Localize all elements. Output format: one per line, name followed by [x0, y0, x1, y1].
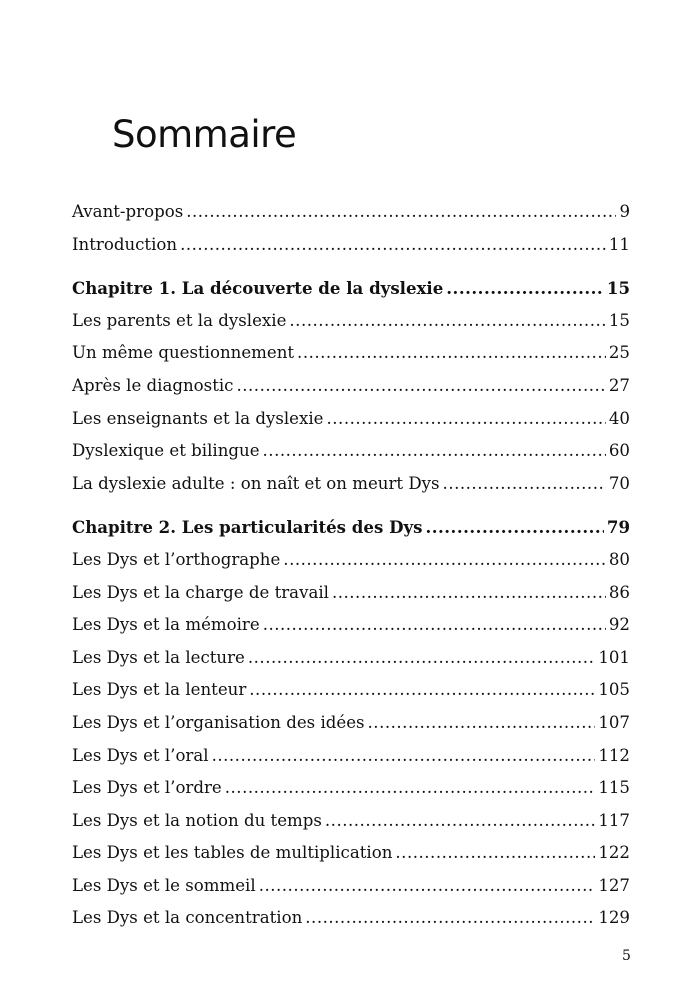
toc-entry: [72, 674, 630, 707]
toc-entry-label: Les Dys et la lecture: [72, 647, 245, 667]
toc-entry-page: 80: [608, 549, 630, 569]
toc-entry-page: 115: [598, 778, 630, 798]
toc-entry: [72, 902, 630, 935]
toc-entry-label: Les Dys et la mémoire: [72, 615, 260, 635]
toc-entry: [72, 370, 630, 403]
page-title: Sommaire: [112, 112, 297, 156]
toc-entry-page: 25: [608, 343, 630, 363]
toc-entry-page: 122: [598, 843, 630, 863]
toc-chapter-2: [72, 511, 630, 544]
toc-entry: [72, 435, 630, 468]
toc-entry: [72, 642, 630, 675]
toc-entry-label: Introduction: [72, 234, 178, 254]
toc-chapter-1: [72, 272, 630, 305]
toc-entry: [72, 544, 630, 577]
toc-entry-page: 117: [598, 810, 630, 830]
toc-entry: [72, 805, 630, 838]
dot-leader: [263, 609, 606, 642]
dot-leader: [368, 707, 596, 740]
toc-entry-label: Les Dys et la notion du temps: [72, 810, 322, 830]
toc-entry-label: Les enseignants et la dyslexie: [72, 408, 324, 428]
toc-entry-page: 107: [598, 712, 630, 732]
dot-leader: [212, 740, 596, 773]
toc-entry-label: Les Dys et l’organisation des idées: [72, 712, 365, 732]
toc-entry-label: La dyslexie adulte : on naît et on meurt Dys: [72, 473, 440, 493]
dot-leader: [283, 544, 606, 577]
toc-entry: [72, 740, 630, 773]
toc-entry-page: 129: [598, 908, 630, 928]
toc-entry-page: 60: [608, 441, 630, 461]
toc-entry-label: Les Dys et la lenteur: [72, 680, 247, 700]
dot-leader: [327, 403, 606, 436]
toc-entry: [72, 609, 630, 642]
dot-leader: [236, 370, 605, 403]
toc-entry-label: Les Dys et l’orthographe: [72, 549, 281, 569]
toc-entry-page: 101: [598, 647, 630, 667]
dot-leader: [248, 642, 595, 675]
toc-entry-page: 11: [608, 234, 630, 254]
dot-leader: [425, 511, 603, 544]
toc-entry-label: Les Dys et les tables de multiplication: [72, 843, 393, 863]
dot-leader: [263, 435, 606, 468]
toc-entry: [72, 577, 630, 610]
chapter-title: Chapitre 2. Les particularités des Dys: [72, 517, 423, 538]
toc-entry-label: Avant-propos: [72, 202, 184, 221]
toc-entry-page: 105: [598, 680, 630, 700]
dot-leader: [259, 870, 596, 903]
table-of-contents: [72, 196, 630, 935]
toc-entry-page: 9: [619, 202, 630, 221]
toc-entry-label: Un même questionnement: [72, 343, 295, 363]
toc-entry: [72, 403, 630, 436]
toc-entry-page: 15: [608, 310, 630, 330]
toc-entry-page: 92: [608, 615, 630, 635]
toc-entry: [72, 707, 630, 740]
chapter-page: 79: [606, 517, 630, 538]
toc-entry-page: 112: [598, 745, 630, 765]
toc-entry-page: 27: [608, 375, 630, 395]
toc-entry-label: Les Dys et l’ordre: [72, 778, 222, 798]
dot-leader: [225, 772, 596, 805]
chapter-page: 15: [606, 278, 630, 299]
toc-entry: [72, 305, 630, 338]
dot-leader: [297, 337, 606, 370]
toc-entry-label: Les Dys et l’oral: [72, 745, 209, 765]
dot-leader: [446, 272, 604, 305]
toc-entry-label: Les Dys et le sommeil: [72, 875, 256, 895]
dot-leader: [180, 229, 606, 262]
toc-entry: [72, 196, 630, 229]
toc-entry: [72, 468, 630, 501]
toc-entry-label: Dyslexique et bilingue: [72, 441, 260, 461]
toc-entry: [72, 870, 630, 903]
toc-entry-label: Les Dys et la concentration: [72, 908, 303, 928]
toc-entry-label: Les Dys et la charge de travail: [72, 582, 329, 602]
chapter-title: Chapitre 1. La découverte de la dyslexie: [72, 278, 444, 299]
toc-entry-page: 70: [608, 473, 630, 493]
toc-entry-page: 127: [598, 875, 630, 895]
toc-entry: [72, 837, 630, 870]
page-number: 5: [622, 948, 631, 964]
dot-leader: [395, 837, 595, 870]
dot-leader: [443, 468, 606, 501]
toc-entry: [72, 772, 630, 805]
toc-entry-label: Après le diagnostic: [72, 375, 234, 395]
dot-leader: [325, 805, 595, 838]
toc-entry: [72, 229, 630, 262]
toc-entry-label: Les parents et la dyslexie: [72, 310, 287, 330]
dot-leader: [332, 577, 606, 610]
toc-entry-page: 86: [608, 582, 630, 602]
toc-entry-page: 40: [608, 408, 630, 428]
dot-leader: [305, 902, 595, 935]
toc-entry: [72, 337, 630, 370]
dot-leader: [249, 674, 595, 707]
dot-leader: [289, 305, 605, 338]
dot-leader: [186, 196, 616, 229]
